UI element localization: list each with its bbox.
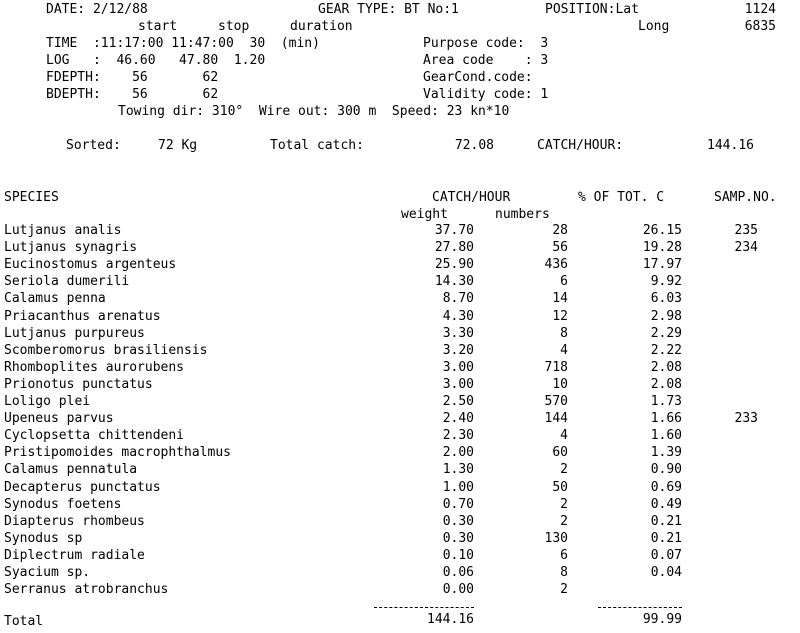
catch-weight: 2.40 — [442, 411, 474, 427]
catch-weight: 4.30 — [442, 308, 474, 324]
species-name: Syacium sp. — [4, 565, 91, 580]
catch-weight: 27.80 — [434, 240, 474, 256]
catch-numbers: 2 — [560, 582, 568, 598]
catch-weight: 25.90 — [434, 257, 474, 273]
catch-numbers: 14 — [552, 291, 568, 307]
catch-numbers: 436 — [544, 257, 568, 273]
col-duration: duration — [290, 19, 353, 34]
sample-number: 233 — [734, 411, 758, 427]
position-long-label: Long — [638, 19, 670, 34]
catch-weight: 0.30 — [442, 530, 474, 546]
gear-type: GEAR TYPE: BT No:1 — [318, 2, 459, 17]
species-name: Rhomboplites aurorubens — [4, 359, 185, 375]
pct-of-total: 6.03 — [650, 291, 682, 307]
catch-weight: 1.00 — [442, 479, 474, 495]
species-header: SPECIES — [4, 190, 59, 205]
sorted-value: 72 Kg — [158, 138, 198, 153]
catch-numbers: 2 — [560, 513, 568, 529]
catch-hour-value: 144.16 — [707, 138, 754, 153]
catch-weight: 3.20 — [442, 342, 474, 358]
weight-header: weight — [401, 207, 448, 222]
catch-weight: 1.30 — [442, 462, 474, 478]
catch-numbers: 2 — [560, 496, 568, 512]
weight-total-rule — [374, 607, 474, 608]
total-pct: 99.99 — [642, 612, 682, 627]
sample-number: 235 — [734, 223, 758, 238]
pct-of-total: 2.08 — [650, 376, 682, 392]
pct-of-total: 0.90 — [650, 462, 682, 478]
catch-numbers: 144 — [544, 411, 568, 427]
pct-of-total: 0.49 — [650, 496, 682, 512]
catch-weight: 0.70 — [442, 496, 474, 512]
catch-numbers: 56 — [552, 240, 568, 256]
catch-numbers: 12 — [552, 308, 568, 324]
catch-weight: 3.00 — [442, 359, 474, 375]
species-name: Scomberomorus brasiliensis — [4, 342, 208, 358]
pct-total-rule — [598, 607, 682, 608]
total-weight: 144.16 — [427, 612, 474, 627]
bdepth-row: BDEPTH: 56 62 — [46, 87, 219, 102]
gearcond-code: GearCond.code: — [423, 70, 533, 85]
area-code: Area code : 3 — [423, 53, 549, 68]
purpose-code: Purpose code: 3 — [423, 36, 549, 51]
catch-numbers: 8 — [560, 565, 568, 580]
species-name: Priacanthus arenatus — [4, 308, 161, 324]
pct-of-total: 0.21 — [650, 513, 682, 529]
species-name: Serranus atrobranchus — [4, 582, 169, 598]
catch-weight: 2.00 — [442, 445, 474, 461]
catch-weight: 37.70 — [434, 223, 474, 238]
catch-numbers: 6 — [560, 547, 568, 563]
catch-hour-header: CATCH/HOUR — [432, 190, 511, 205]
fdepth-row: FDEPTH: 56 62 — [46, 70, 219, 85]
position-long-value: 6835 — [744, 19, 776, 34]
species-name: Decapterus punctatus — [4, 479, 161, 495]
species-name: Synodus sp — [4, 530, 83, 546]
catch-hour-label: CATCH/HOUR: — [537, 138, 624, 153]
total-catch-label: Total catch: — [270, 138, 364, 153]
log-row: LOG : 46.60 47.80 1.20 — [46, 53, 266, 68]
catch-numbers: 130 — [544, 530, 568, 546]
time-row: TIME :11:17:00 11:47:00 30 (min) — [46, 36, 320, 51]
catch-weight: 0.06 — [442, 565, 474, 580]
pct-of-total: 19.28 — [642, 240, 682, 256]
catch-numbers: 6 — [560, 274, 568, 290]
sample-number: 234 — [734, 240, 758, 256]
pct-of-total: 9.92 — [650, 274, 682, 290]
pct-of-total: 1.39 — [650, 445, 682, 461]
pct-of-total: 2.98 — [650, 308, 682, 324]
species-name: Lutjanus synagris — [4, 240, 138, 256]
species-name: Cyclopsetta chittendeni — [4, 428, 185, 444]
col-start: start — [138, 19, 178, 34]
catch-numbers: 4 — [560, 428, 568, 444]
date: DATE: 2/12/88 — [46, 2, 148, 17]
species-name: Calamus pennatula — [4, 462, 138, 478]
pct-of-total: 1.66 — [650, 411, 682, 427]
species-name: Pristipomoides macrophthalmus — [4, 445, 231, 461]
pct-of-total: 0.69 — [650, 479, 682, 495]
catch-numbers: 50 — [552, 479, 568, 495]
towing-line: Towing dir: 310° Wire out: 300 m Speed: 23 kn*10 — [118, 104, 510, 119]
pct-of-total: 0.07 — [650, 547, 682, 563]
pct-of-total: 1.60 — [650, 428, 682, 444]
species-name: Calamus penna — [4, 291, 106, 307]
sorted-label: Sorted: — [66, 138, 121, 153]
catch-numbers: 718 — [544, 359, 568, 375]
pct-of-total: 1.73 — [650, 394, 682, 409]
catch-weight: 0.00 — [442, 582, 474, 598]
samp-header: SAMP.NO. — [714, 190, 777, 205]
catch-weight: 2.50 — [442, 394, 474, 409]
pct-of-total: 26.15 — [642, 223, 682, 238]
validity-code: Validity code: 1 — [423, 87, 549, 102]
catch-weight: 14.30 — [434, 274, 474, 290]
pct-of-total: 0.04 — [650, 565, 682, 580]
catch-weight: 3.30 — [442, 325, 474, 341]
total-label: Total — [4, 614, 44, 629]
pct-of-total: 2.22 — [650, 342, 682, 358]
pct-of-total: 0.21 — [650, 530, 682, 546]
species-name: Synodus foetens — [4, 496, 122, 512]
pct-of-total: 2.08 — [650, 359, 682, 375]
catch-weight: 3.00 — [442, 376, 474, 392]
species-name: Lutjanus purpureus — [4, 325, 145, 341]
catch-weight: 0.10 — [442, 547, 474, 563]
position-lat-label: POSITION:Lat — [545, 2, 639, 17]
catch-numbers: 570 — [544, 394, 568, 409]
catch-numbers: 28 — [552, 223, 568, 238]
species-name: Prionotus punctatus — [4, 376, 153, 392]
species-name: Diplectrum radiale — [4, 547, 145, 563]
species-name: Upeneus parvus — [4, 411, 114, 427]
species-name: Eucinostomus argenteus — [4, 257, 177, 273]
species-name: Seriola dumerili — [4, 274, 130, 290]
total-catch-value: 72.08 — [454, 138, 494, 153]
catch-weight: 2.30 — [442, 428, 474, 444]
numbers-header: numbers — [495, 207, 550, 222]
pct-of-total: 17.97 — [642, 257, 682, 273]
species-name: Diapterus rhombeus — [4, 513, 145, 529]
catch-numbers: 8 — [560, 325, 568, 341]
catch-numbers: 2 — [560, 462, 568, 478]
species-name: Lutjanus analis — [4, 223, 122, 238]
catch-numbers: 60 — [552, 445, 568, 461]
pct-header: % OF TOT. C — [578, 190, 665, 205]
position-lat-value: 1124 — [744, 2, 776, 17]
catch-weight: 8.70 — [442, 291, 474, 307]
species-name: Loligo plei — [4, 394, 91, 409]
catch-weight: 0.30 — [442, 513, 474, 529]
col-stop: stop — [218, 19, 250, 34]
catch-numbers: 10 — [552, 376, 568, 392]
catch-numbers: 4 — [560, 342, 568, 358]
pct-of-total: 2.29 — [650, 325, 682, 341]
